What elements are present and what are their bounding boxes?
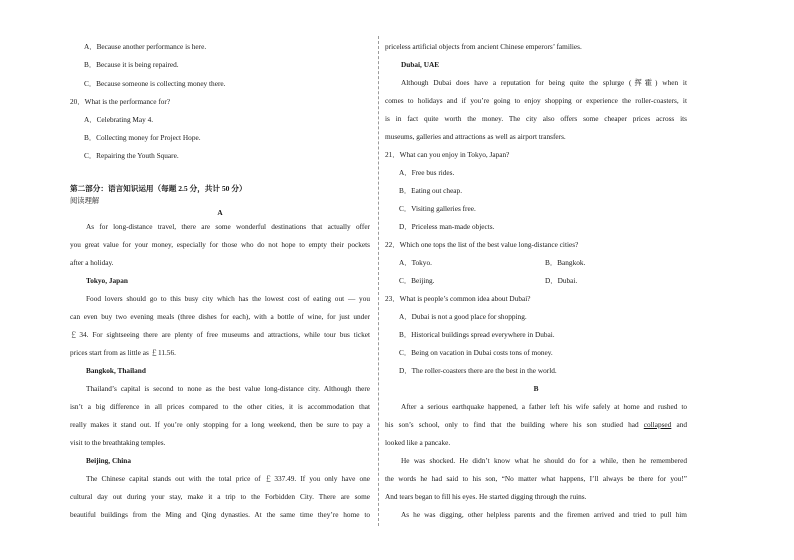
intro-line-1: As for long-distance travel, there are some wonderful destinations that actually offer <box>86 222 370 231</box>
q19-option-c: C．Because someone is collecting money there. <box>84 79 226 88</box>
q22-question: 22．Which one tops the list of the best value long-distance cities? <box>385 240 579 249</box>
q21-option-c: C．Visiting galleries free. <box>399 204 476 213</box>
beijing-line-2: cultural day out during your stay, make it a trip to the Forbidden City. There are some <box>70 492 370 501</box>
tokyo-heading: Tokyo, Japan <box>86 276 128 285</box>
b-para2-line-1: He was shocked. He didn’t know what he should do for a while, then he remembered <box>401 456 687 465</box>
column-divider <box>378 36 379 526</box>
bangkok-line-4: visit to the breathtaking temples. <box>70 438 166 447</box>
passage-b-label: B <box>533 384 539 393</box>
passage-a-label: A <box>217 208 223 217</box>
q20-question: 20．What is the performance for? <box>70 97 171 106</box>
left-column <box>70 0 370 560</box>
b-line-1: After a serious earthquake happened, a father left his wife safely at home and rushed to <box>401 402 687 411</box>
intro-line-2: you great value for your money, especially for those who do not hope to empty their pockets <box>70 240 370 249</box>
dubai-line-4: museums, galleries and attractions as well as airport transfers. <box>385 132 566 141</box>
q22-options-row-2 <box>385 276 687 286</box>
underlined-word: collapsed <box>643 420 672 429</box>
dubai-line-1: Although Dubai does have a reputation for being quite the splurge (挥霍) when it <box>401 78 687 87</box>
tokyo-line-3: ￡34. For sightseeing there are plenty of free museums and attractions, while tour bus ticket <box>70 330 370 339</box>
beijing-line-3: beautiful buildings from the Ming and Qing dynasties. At the same time they’re home to <box>70 510 370 519</box>
beijing-line-1: The Chinese capital stands out with the total price of ￡337.49. If you only have one <box>86 474 370 483</box>
intro-line-3: after a holiday. <box>70 258 114 267</box>
q23-option-b: B．Historical buildings spread everywhere in Dubai. <box>399 330 555 339</box>
section-subtitle: 阅读理解 <box>70 196 100 205</box>
tokyo-line-1: Food lovers should go to this busy city which has the lowest cost of eating out — you <box>86 294 370 303</box>
q21-question: 21．What can you enjoy in Tokyo, Japan? <box>385 150 510 159</box>
q23-option-d: D．The roller-coasters there are the best in the world. <box>399 366 557 375</box>
b-para3-line-1: As he was digging, other helpless parents and the firemen arrived and tried to pull him <box>401 510 687 519</box>
b-para2-line-3: And tears began to fill his eyes. He started digging through the ruins. <box>385 492 587 501</box>
b-line-2 <box>385 420 687 430</box>
b-line-2-text: his son’s school, only to find that the building where his son studied had <box>385 420 644 429</box>
q19-option-b: B．Because it is being repaired. <box>84 60 179 69</box>
dubai-line-2: comes to holidays and if you’re going to enjoy shopping or experience the roller-coasters, it <box>385 96 687 105</box>
q19-option-a: A．Because another performance is here. <box>84 42 207 51</box>
q22-option-c: C．Beijing. <box>399 276 435 285</box>
q21-option-b: B．Eating out cheap. <box>399 186 463 195</box>
q23-question: 23．What is people’s common idea about Dubai? <box>385 294 531 303</box>
bangkok-line-2: isn’t a big difference in all prices compared to the other cities, it is accommodation that <box>70 402 370 411</box>
b-line-3: looked like a pancake. <box>385 438 451 447</box>
b-line-2-end: and <box>671 420 687 429</box>
q23-option-a: A．Dubai is not a good place for shopping. <box>399 312 527 321</box>
b-para2-line-2: the words he had said to his son, “No matter what happens, I’ll always be there for you!” <box>385 474 687 483</box>
q21-option-a: A．Free bus rides. <box>399 168 455 177</box>
q20-option-c: C．Repairing the Youth Square. <box>84 151 179 160</box>
section-title: 第二部分：语言知识运用（每题 2.5 分，共计 50 分） <box>70 184 247 193</box>
q21-option-d: D．Priceless man-made objects. <box>399 222 495 231</box>
right-column <box>385 0 687 560</box>
beijing-continued: priceless artificial objects from ancient Chinese emperors’ families. <box>385 42 582 51</box>
bangkok-line-1: Thailand’s capital is second to none as the best value long-distance city. Although there <box>86 384 370 393</box>
q22-option-a: A．Tokyo. <box>399 258 432 267</box>
q22-option-b: B．Bangkok. <box>545 258 586 267</box>
q22-options-row-1 <box>385 258 687 268</box>
dubai-line-3: is in fact quite worth the money. The city also offers some cheaper prices across its <box>385 114 687 123</box>
tokyo-line-4: prices start from as little as ￡11.56. <box>70 348 176 357</box>
q23-option-c: C．Being on vacation in Dubai costs tons of money. <box>399 348 553 357</box>
bangkok-line-3: really makes it stand out. If you’re only stopping for a long weekend, then be sure to pay a <box>70 420 370 429</box>
q20-option-b: B．Collecting money for Project Hope. <box>84 133 201 142</box>
tokyo-line-2: can even buy two evening meals (three dishes for each), with a bottle of wine, for just under <box>70 312 370 321</box>
beijing-heading: Beijing, China <box>86 456 132 465</box>
bangkok-heading: Bangkok, Thailand <box>86 366 146 375</box>
dubai-heading: Dubai, UAE <box>401 60 440 69</box>
q22-option-d: D．Dubai. <box>545 276 578 285</box>
q20-option-a: A．Celebrating May 4. <box>84 115 154 124</box>
